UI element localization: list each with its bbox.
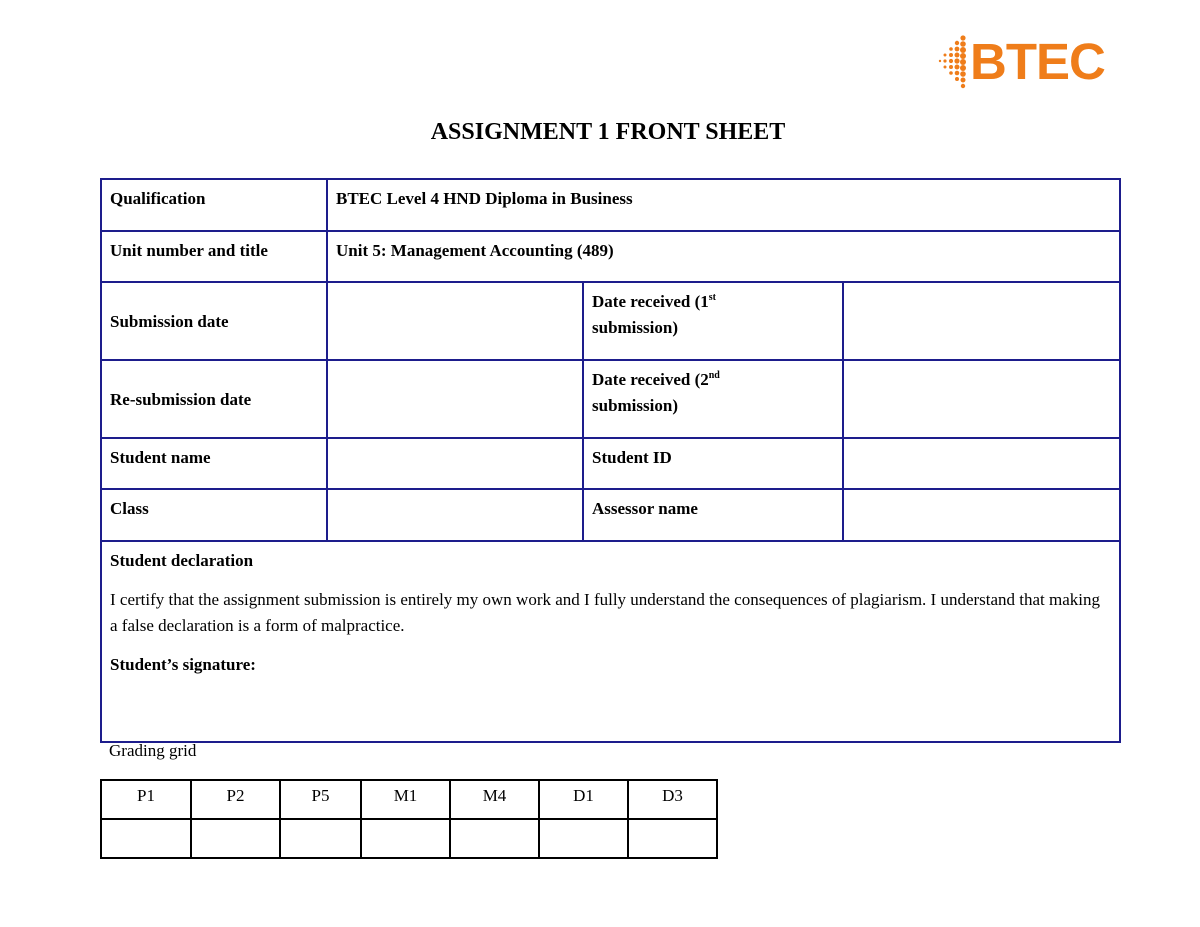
date-received-2-prefix: Date received (2 [592, 370, 709, 389]
grade-cell-p1[interactable] [101, 819, 191, 858]
date-received-2-sup: nd [708, 370, 720, 381]
assessor-name-field[interactable] [843, 489, 1120, 541]
front-sheet-table [100, 178, 1121, 743]
grade-header-p5: P5 [280, 780, 361, 819]
grade-cell-p2[interactable] [191, 819, 280, 858]
student-declaration [101, 541, 1120, 742]
date-received-1-sup: st [708, 292, 716, 303]
date-received-1-label [583, 282, 843, 360]
submission-date-field[interactable] [327, 282, 583, 360]
class-label: Class [101, 489, 327, 541]
date-received-2-label [583, 360, 843, 438]
btec-logo-text: BTEC [970, 33, 1105, 90]
grade-cell-m1[interactable] [361, 819, 450, 858]
declaration-text: I certify that the assignment submission is entirely my own work and I fully understand the consequences of plagiarism. I understand that making a false declaration is a form of malpractice. [110, 590, 1101, 635]
student-name-label: Student name [101, 438, 327, 489]
grading-value-row [101, 819, 717, 858]
grade-cell-m4[interactable] [450, 819, 539, 858]
submission-row [101, 282, 1120, 360]
grading-header-row [101, 780, 717, 819]
class-row [101, 489, 1120, 541]
student-id-field[interactable] [843, 438, 1120, 489]
date-received-1-suffix: submission) [592, 318, 678, 337]
submission-date-label: Submission date [101, 282, 327, 360]
btec-logo [936, 34, 1120, 90]
qualification-label: Qualification [101, 179, 327, 231]
grade-header-d3: D3 [628, 780, 717, 819]
date-received-1-prefix: Date received (1 [592, 292, 709, 311]
resubmission-date-field[interactable] [327, 360, 583, 438]
page-title: ASSIGNMENT 1 FRONT SHEET [430, 119, 786, 145]
class-field[interactable] [327, 489, 583, 541]
date-received-1-field[interactable] [843, 282, 1120, 360]
grade-header-p2: P2 [191, 780, 280, 819]
grading-grid-label: Grading grid [109, 741, 197, 760]
grade-cell-p5[interactable] [280, 819, 361, 858]
grade-header-p1: P1 [101, 780, 191, 819]
grade-cell-d1[interactable] [539, 819, 628, 858]
resubmission-date-label: Re-submission date [101, 360, 327, 438]
unit-row [101, 231, 1120, 282]
grade-header-d1: D1 [539, 780, 628, 819]
signature-label: Student’s signature: [110, 655, 256, 674]
grading-grid [100, 779, 718, 859]
student-row [101, 438, 1120, 489]
qualification-row [101, 179, 1120, 231]
date-received-2-field[interactable] [843, 360, 1120, 438]
student-id-label: Student ID [583, 438, 843, 489]
date-received-2-suffix: submission) [592, 396, 678, 415]
declaration-row [101, 541, 1120, 742]
unit-value: Unit 5: Management Accounting (489) [327, 231, 1120, 282]
unit-label: Unit number and title [101, 231, 327, 282]
grade-header-m4: M4 [450, 780, 539, 819]
student-name-field[interactable] [327, 438, 583, 489]
grade-header-m1: M1 [361, 780, 450, 819]
resubmission-row [101, 360, 1120, 438]
qualification-value: BTEC Level 4 HND Diploma in Business [327, 179, 1120, 231]
declaration-heading: Student declaration [110, 551, 254, 570]
grade-cell-d3[interactable] [628, 819, 717, 858]
assessor-name-label: Assessor name [583, 489, 843, 541]
